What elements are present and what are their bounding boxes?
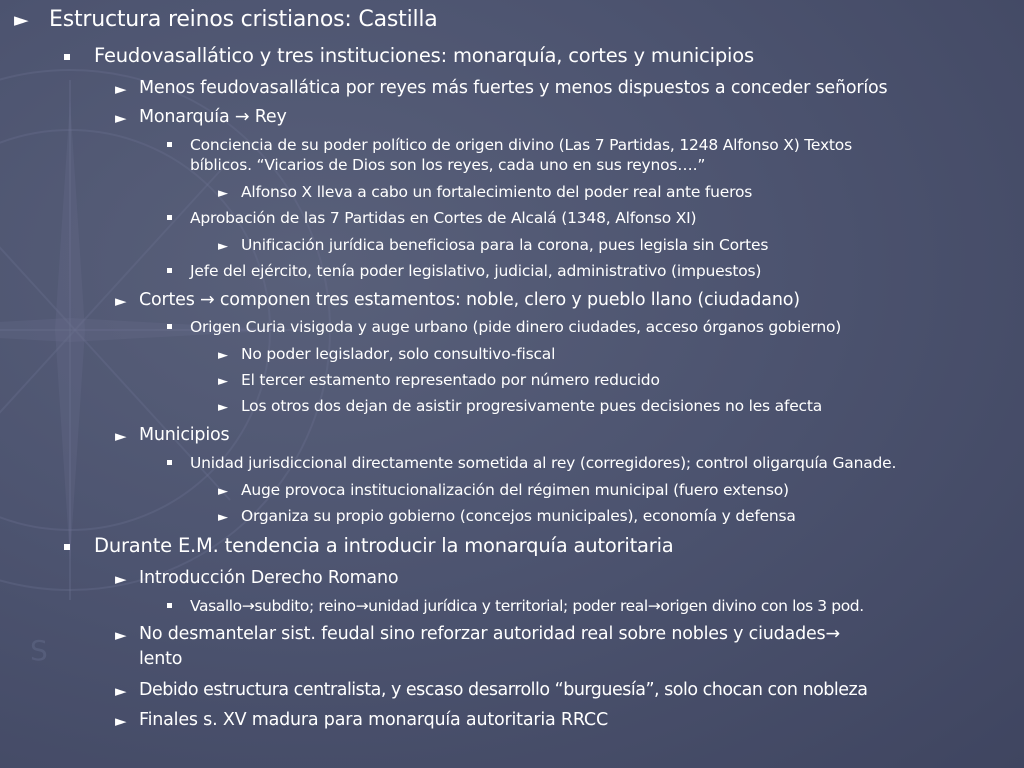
square-bullet-icon	[64, 54, 70, 60]
square-bullet-icon	[167, 460, 172, 465]
arrow-right-icon: →	[825, 624, 840, 644]
item-text: componen tres estamentos: noble, clero y pueblo llano (ciudadano)	[219, 290, 800, 310]
triangle-bullet-icon: ►	[115, 682, 127, 700]
item-text: Jefe del ejército, tenía poder legislativo, judicial, administrativo (impuestos)	[190, 262, 762, 280]
svg-text:S: S	[30, 634, 48, 667]
arrow-right-icon: →	[200, 290, 215, 310]
arrow-right-icon: →	[241, 597, 255, 615]
item-text: Rey	[254, 107, 287, 127]
item-text: Vasallo	[190, 597, 242, 615]
square-bullet-icon	[167, 603, 172, 608]
item-text: subdito; reino	[254, 597, 356, 615]
triangle-bullet-icon: ►	[218, 186, 228, 201]
item-text: Estructura reinos cristianos: Castilla	[49, 7, 438, 32]
triangle-bullet-icon: ►	[218, 484, 228, 499]
item-text: Conciencia de su poder político de origen divino (Las 7 Partidas, 1248 Alfonso X) Textos	[190, 136, 852, 154]
item-text: Auge provoca institucionalización del régimen municipal (fuero extenso)	[241, 481, 789, 499]
square-bullet-icon	[167, 268, 172, 273]
arrow-right-icon: →	[647, 597, 661, 615]
item-text: Municipios	[139, 425, 230, 445]
item-text: Origen Curia visigoda y auge urbano (pide dinero ciudades, acceso órganos gobierno)	[190, 318, 842, 336]
triangle-bullet-icon: ►	[115, 109, 127, 127]
item-text: Debido estructura centralista, y escaso desarrollo “burguesía”, solo chocan con nobleza	[139, 680, 868, 700]
square-bullet-icon	[167, 215, 172, 220]
triangle-bullet-icon: ►	[115, 626, 127, 644]
triangle-bullet-icon: ►	[115, 80, 127, 98]
item-text: Monarquía	[139, 107, 230, 127]
triangle-bullet-icon: ►	[218, 374, 228, 389]
triangle-bullet-icon: ►	[218, 400, 228, 415]
item-text: No poder legislador, solo consultivo-fiscal	[241, 345, 556, 363]
triangle-bullet-icon: ►	[115, 570, 127, 588]
item-text: Cortes	[139, 290, 195, 310]
arrow-right-icon: →	[355, 597, 369, 615]
item-text: origen divino con los 3 pod.	[660, 597, 864, 615]
item-text: Aprobación de las 7 Partidas en Cortes de Alcalá (1348, Alfonso XI)	[190, 209, 697, 227]
square-bullet-icon	[167, 142, 172, 147]
item-text: bíblicos. “Vicarios de Dios son los reyes, cada uno en sus reynos….”	[190, 156, 706, 174]
item-text: No desmantelar sist. feudal sino reforzar autoridad real sobre nobles y ciudades	[139, 624, 826, 644]
item-text: unidad jurídica y territorial; poder real	[368, 597, 648, 615]
item-text: Unidad jurisdiccional directamente sometida al rey (corregidores); control oligarquía Ganade.	[190, 454, 897, 472]
item-text: Organiza su propio gobierno (concejos municipales), economía y defensa	[241, 507, 796, 525]
square-bullet-icon	[64, 544, 70, 550]
item-text: Durante E.M. tendencia a introducir la monarquía autoritaria	[94, 534, 674, 557]
triangle-bullet-icon: ►	[14, 9, 29, 31]
triangle-bullet-icon: ►	[218, 348, 228, 363]
item-text: lento	[139, 649, 183, 669]
item-text: El tercer estamento representado por número reducido	[241, 371, 660, 389]
item-text: Feudovasallático y tres instituciones: monarquía, cortes y municipios	[94, 44, 754, 67]
item-text: Unificación jurídica beneficiosa para la corona, pues legisla sin Cortes	[241, 236, 769, 254]
item-text: Los otros dos dejan de asistir progresivamente pues decisiones no les afecta	[241, 397, 823, 415]
item-text: Alfonso X lleva a cabo un fortalecimiento del poder real ante fueros	[241, 183, 753, 201]
triangle-bullet-icon: ►	[115, 292, 127, 310]
item-text: Menos feudovasallática por reyes más fuertes y menos dispuestos a conceder señoríos	[139, 78, 888, 98]
square-bullet-icon	[167, 324, 172, 329]
item-text: Finales s. XV madura para monarquía autoritaria RRCC	[139, 710, 608, 730]
triangle-bullet-icon: ►	[115, 712, 127, 730]
triangle-bullet-icon: ►	[218, 239, 228, 254]
arrow-right-icon: →	[234, 107, 250, 127]
item-text: Introducción Derecho Romano	[139, 568, 399, 588]
triangle-bullet-icon: ►	[115, 427, 127, 445]
triangle-bullet-icon: ►	[218, 510, 228, 525]
